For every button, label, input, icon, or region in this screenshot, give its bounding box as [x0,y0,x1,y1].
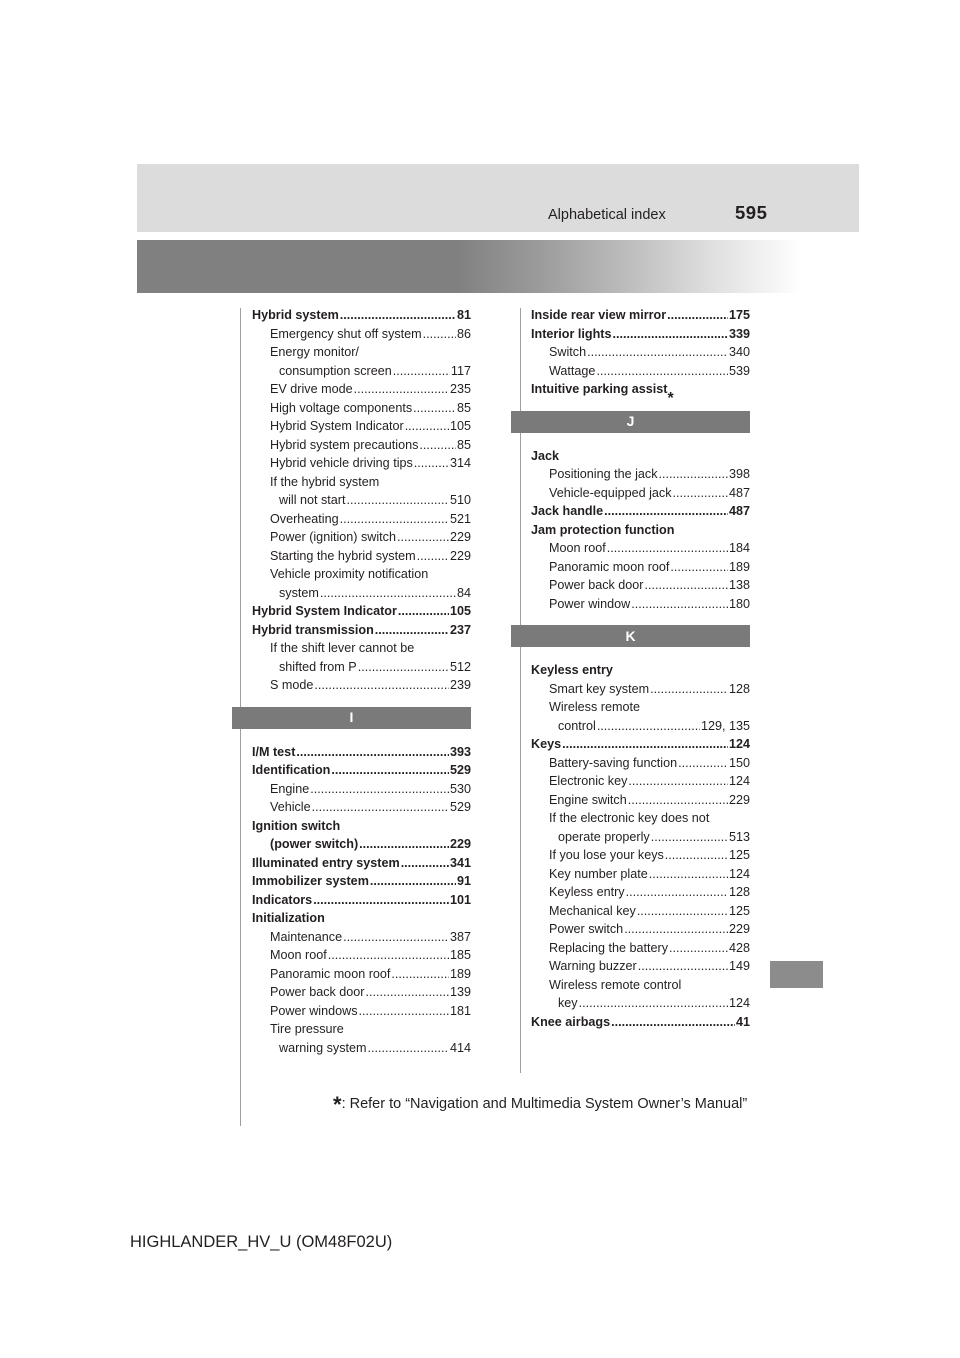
index-entry[interactable] [531,754,750,773]
index-entry-page[interactable]: 510 [449,493,471,507]
dot-leader [667,306,728,325]
index-entry[interactable] [531,920,750,939]
dot-leader [359,1002,449,1021]
index-entry[interactable] [252,325,471,344]
index-entry-text: High voltage components [270,400,413,415]
index-entry-text: Moon roof [270,948,327,962]
index-entry-page[interactable]: 101 [449,892,471,907]
dot-leader [375,621,449,640]
index-entry-page[interactable]: 175 [728,308,750,322]
letter-bar-k: K [511,625,750,647]
index-entry-text: Immobilizer system [252,874,369,888]
index-entry-page[interactable]: 129, 135 [700,718,750,733]
dot-leader [313,891,449,910]
index-entry-text: Illuminated entry system [252,855,400,870]
index-entry[interactable] [531,809,750,828]
dot-leader [340,510,449,529]
index-group-i-cont [531,306,750,380]
index-entry-text: Intuitive parking assist [531,382,668,396]
index-entry-page[interactable]: 85 [456,400,471,415]
dot-leader [398,602,449,621]
index-entry-text: Starting the hybrid system [270,548,416,563]
index-entry[interactable] [252,436,471,455]
index-entry[interactable] [252,380,471,399]
index-entry-text: Engine [270,781,310,796]
index-entry-page[interactable]: 487 [728,504,750,518]
index-entry-page[interactable]: 124 [728,866,750,881]
index-group-h [252,306,471,695]
index-entry-text: Hybrid System Indicator [252,604,397,618]
index-entry-text: Power (ignition) switch [270,530,396,544]
index-entry-page[interactable]: 229 [449,837,471,851]
index-entry[interactable] [531,595,750,614]
dot-leader [659,465,728,484]
index-entry-text: Vehicle proximity notification [270,567,429,581]
index-entry[interactable] [252,658,471,677]
index-entry-text: Jack [531,448,560,463]
index-entry-page[interactable]: 81 [456,308,471,322]
letter-bar-i: I [232,707,471,729]
index-entry-text: Tire pressure [270,1022,344,1036]
index-group-k [531,661,750,1031]
index-entry[interactable] [252,417,471,436]
index-entry-text: Switch [549,345,587,359]
index-entry-text: Keyless entry [531,663,613,677]
index-entry-page[interactable]: 341 [449,855,471,870]
index-entry-text: Hybrid vehicle driving tips [270,456,413,470]
index-entry-page[interactable]: 340 [728,345,750,359]
index-entry[interactable] [252,891,471,910]
dot-leader [397,528,449,547]
dot-leader [626,883,728,902]
index-entry-page[interactable]: 229 [728,792,750,807]
index-entry-text: Battery-saving function [549,755,678,770]
dot-leader [366,983,449,1002]
index-entry-page[interactable]: 229 [449,548,471,563]
page-number: 595 [735,202,768,223]
index-entry-page[interactable]: 125 [728,903,750,918]
index-entry[interactable] [252,1002,471,1021]
dot-leader [314,676,449,695]
index-entry-text: Hybrid System Indicator [270,419,404,433]
index-entry-page[interactable]: 512 [449,659,471,674]
index-entry[interactable] [252,602,471,621]
index-entry-text: Power windows [270,1003,358,1018]
index-entry-text: Knee airbags [531,1014,611,1029]
dot-leader [673,484,728,503]
index-entry[interactable] [252,835,471,854]
index-entry-page[interactable]: 105 [449,419,471,433]
section-title: Alphabetical index [548,207,666,223]
index-entry[interactable] [531,521,750,540]
index-entry-page[interactable]: 84 [456,585,471,600]
dot-leader [414,454,449,473]
index-entry[interactable] [531,865,750,884]
index-entry-page[interactable]: 428 [728,940,750,955]
index-entry-page[interactable]: 185 [449,948,471,962]
dot-leader [628,772,728,791]
index-entry[interactable] [531,846,750,865]
index-entry-text: Positioning the jack [549,467,658,481]
index-entry[interactable] [252,817,471,836]
dot-leader [587,343,728,362]
index-entry-page[interactable]: 85 [456,437,471,452]
dot-leader [665,846,728,865]
index-entry-text: Overheating [270,511,339,526]
index-entry-page[interactable]: 487 [728,485,750,500]
index-entry[interactable] [531,939,750,958]
index-entry-page[interactable]: 529 [449,763,471,777]
dot-leader [401,854,449,873]
index-entry-text: Ignition switch [252,818,341,833]
index-entry-text: Warning buzzer [549,959,637,973]
index-entry-text: Jam protection function [531,522,675,537]
index-entry[interactable] [252,983,471,1002]
index-entry-text: Power back door [270,985,365,999]
dot-leader [628,791,728,810]
index-entry[interactable] [531,791,750,810]
index-entry-page[interactable]: 237 [449,622,471,637]
index-entry-text: Energy monitor/ [270,345,359,359]
dot-leader [631,595,728,614]
dot-leader [358,658,449,677]
index-entry-text: warning system [279,1040,367,1055]
index-entry[interactable] [531,976,750,995]
dot-leader [624,920,728,939]
dot-leader [320,584,456,603]
index-entry-page[interactable]: 150 [728,755,750,770]
index-entry-text: Keys [531,737,562,751]
index-entry[interactable] [252,343,471,362]
index-entry[interactable] [252,473,471,492]
dot-leader [359,835,449,854]
index-entry-text: Interior lights [531,326,612,341]
index-entry-page[interactable]: 229 [449,530,471,544]
index-entry-text: Mechanical key [549,903,636,918]
index-entry-text: Smart key system [549,681,650,696]
dot-leader [310,780,449,799]
index-entry[interactable] [252,639,471,658]
index-entry-text: Hybrid system [252,308,339,322]
index-entry-text: Wireless remote control [549,977,682,992]
index-entry-text: Panoramic moon roof [549,559,670,574]
dot-leader [296,743,449,762]
index-entry-text: key [558,996,578,1010]
dot-leader [391,965,449,984]
index-entry-text: (power switch) [270,837,359,851]
index-entry[interactable] [531,343,750,362]
index-entry[interactable] [531,735,750,754]
index-entry-text: Vehicle [270,800,311,814]
index-entry[interactable] [531,828,750,847]
index-entry[interactable] [531,994,750,1013]
index-entry-page[interactable]: 229 [728,922,750,936]
dot-leader [328,946,449,965]
index-entry[interactable] [252,743,471,762]
index-entry-page[interactable]: 189 [728,559,750,574]
index-entry-page[interactable]: 414 [449,1040,471,1055]
dot-leader [678,754,728,773]
dot-leader [607,539,728,558]
index-entry[interactable] [531,362,750,381]
index-entry[interactable] [531,680,750,699]
index-entry-text: I/M test [252,744,296,759]
dot-leader [393,362,450,381]
index-entry-text: Indicators [252,892,313,907]
index-entry[interactable] [531,772,750,791]
index-entry-text: Identification [252,763,331,777]
index-entry-text: If the hybrid system [270,474,380,489]
index-entry[interactable] [252,565,471,584]
dot-leader [597,717,700,736]
index-entry[interactable] [531,661,750,680]
index-entry-text: control [558,718,596,733]
index-entry[interactable] [252,306,471,325]
index-entry[interactable] [252,491,471,510]
index-entry-text: Moon roof [549,541,606,555]
index-entry-page[interactable]: 128 [728,681,750,696]
index-entry[interactable] [252,399,471,418]
thumb-index-tab [770,961,823,988]
index-entry[interactable] [531,957,750,976]
index-entry-text: Initialization [252,911,325,925]
index-entry-text: Maintenance [270,929,343,944]
footnote [333,1092,747,1118]
index-entry-page[interactable]: 128 [728,885,750,899]
dot-leader [637,902,728,921]
index-entry[interactable] [531,576,750,595]
index-entry-text: Inside rear view mirror [531,308,667,322]
index-group-i [252,743,471,1058]
dot-leader [343,928,449,947]
dot-leader [417,547,449,566]
index-entry[interactable] [252,510,471,529]
index-entry-text: Jack handle [531,504,604,518]
index-entry-page[interactable]: 124 [728,737,750,751]
dot-leader [670,558,728,577]
index-entry-text: Electronic key [549,774,628,788]
index-entry-page[interactable]: 398 [728,467,750,481]
index-entry-page[interactable]: 86 [456,326,471,341]
index-entry-text: Engine switch [549,792,627,807]
index-entry[interactable] [531,484,750,503]
dot-leader [611,1013,735,1032]
dot-leader [354,380,449,399]
index-entry-page[interactable]: 180 [728,596,750,611]
index-entry-text: Keyless entry [549,885,625,899]
dot-leader [423,325,456,344]
index-entry-page[interactable]: 189 [449,966,471,981]
index-entry[interactable] [531,698,750,717]
header-gradient-bar [137,240,802,293]
index-entry[interactable] [531,1013,750,1032]
index-entry-text: Wattage [549,363,596,378]
index-entry[interactable] [531,447,750,466]
index-entry-text: consumption screen [279,363,392,378]
index-entry-text: Power switch [549,922,624,936]
index-entry[interactable]: Intuitive parking assist * [531,382,674,407]
index-entry[interactable] [252,1020,471,1039]
index-entry-page[interactable]: 235 [449,382,471,396]
dot-leader [604,502,728,521]
index-entry-page[interactable]: 521 [449,511,471,526]
index-entry[interactable] [531,902,750,921]
index-entry-text: Replacing the battery [549,940,669,955]
index-entry-page[interactable]: 125 [728,848,750,862]
index-entry[interactable] [252,780,471,799]
index-entry[interactable] [531,465,750,484]
index-entry-text: Emergency shut off system [270,326,422,341]
index-entry-text: Hybrid system precautions [270,437,419,452]
index-entry[interactable] [252,621,471,640]
index-entry[interactable] [252,1039,471,1058]
index-entry-text: system [279,585,319,600]
index-entry-page[interactable]: 139 [449,985,471,999]
index-entry-page[interactable]: 314 [449,456,471,470]
index-entry-page[interactable]: 124 [728,774,750,788]
dot-leader [596,362,728,381]
index-entry[interactable] [531,883,750,902]
footnote-marker: * [333,1092,342,1117]
index-entry-page[interactable]: 138 [728,578,750,592]
dot-leader [612,325,728,344]
index-entry[interactable] [252,909,471,928]
index-entry-text: Panoramic moon roof [270,966,391,981]
index-entry[interactable] [252,676,471,695]
index-entry-text: Vehicle-equipped jack [549,485,672,500]
dot-leader [638,957,728,976]
index-entry[interactable] [252,761,471,780]
manual-code: HIGHLANDER_HV_U (OM48F02U) [130,1233,393,1251]
index-entry-page[interactable]: 393 [449,744,471,759]
letter-bar-j: J [511,411,750,433]
index-entry[interactable] [531,558,750,577]
dot-leader [651,828,728,847]
dot-leader [340,306,456,325]
dot-leader [368,1039,449,1058]
dot-leader [370,872,456,891]
index-entry-text: S mode [270,678,314,692]
dot-leader [331,761,449,780]
index-entry-page[interactable]: 41 [735,1014,750,1029]
dot-leader [669,939,728,958]
index-entry-page[interactable]: 184 [728,541,750,555]
index-entry[interactable] [252,946,471,965]
dot-leader [312,798,449,817]
dot-leader [405,417,449,436]
index-entry-text: will not start [279,493,346,507]
index-entry-page[interactable]: 530 [449,781,471,796]
index-entry-text: Hybrid transmission [252,622,374,637]
index-entry-page[interactable]: 387 [449,929,471,944]
index-entry[interactable] [252,854,471,873]
dot-leader [413,399,456,418]
dot-leader [579,994,728,1013]
footnote-text: : Refer to “Navigation and Multimedia System Owner’s Manual” [341,1096,748,1112]
dot-leader [649,865,728,884]
index-entry-page[interactable]: 91 [456,874,471,888]
index-entry-page[interactable]: 513 [728,829,750,844]
index-entry[interactable] [531,717,750,736]
dot-leader [347,491,449,510]
index-entry-text: operate properly [558,829,650,844]
dot-leader [562,735,728,754]
dot-leader [645,576,728,595]
index-entry-text: If the shift lever cannot be [270,641,415,655]
index-entry-text: Key number plate [549,866,648,881]
index-entry-text: Wireless remote [549,700,640,714]
index-column-left [252,306,471,1057]
index-entry[interactable] [531,502,750,521]
index-group-j [531,447,750,614]
index-entry-page[interactable]: 124 [728,996,750,1010]
dot-leader [419,436,456,455]
index-entry[interactable] [252,798,471,817]
dot-leader [650,680,728,699]
index-entry[interactable] [252,362,471,381]
index-entry-page[interactable]: 339 [728,326,750,341]
index-entry[interactable] [252,584,471,603]
index-entry-text: EV drive mode [270,382,353,396]
index-entry[interactable] [531,306,750,325]
index-entry-page[interactable]: 181 [449,1003,471,1018]
index-entry[interactable] [531,325,750,344]
index-entry-page[interactable]: 239 [449,678,471,692]
index-entry-page[interactable]: 117 [450,363,471,378]
index-entry-text: shifted from P [279,659,357,674]
index-entry[interactable] [252,872,471,891]
index-entry-text: If the electronic key does not [549,811,710,825]
index-entry[interactable] [252,965,471,984]
index-column-right [531,306,750,1031]
index-entry-page[interactable]: 539 [728,363,750,378]
index-entry-text: Power window [549,596,631,611]
index-entry-text: Power back door [549,578,644,592]
index-entry[interactable] [252,454,471,473]
index-entry[interactable] [531,539,750,558]
index-entry-text: If you lose your keys [549,848,664,862]
index-entry-page[interactable]: 149 [728,959,750,973]
index-entry-page[interactable]: 529 [449,800,471,814]
index-entry[interactable] [252,547,471,566]
index-entry-page[interactable]: 105 [449,604,471,618]
index-entry[interactable] [252,928,471,947]
index-entry[interactable] [252,528,471,547]
